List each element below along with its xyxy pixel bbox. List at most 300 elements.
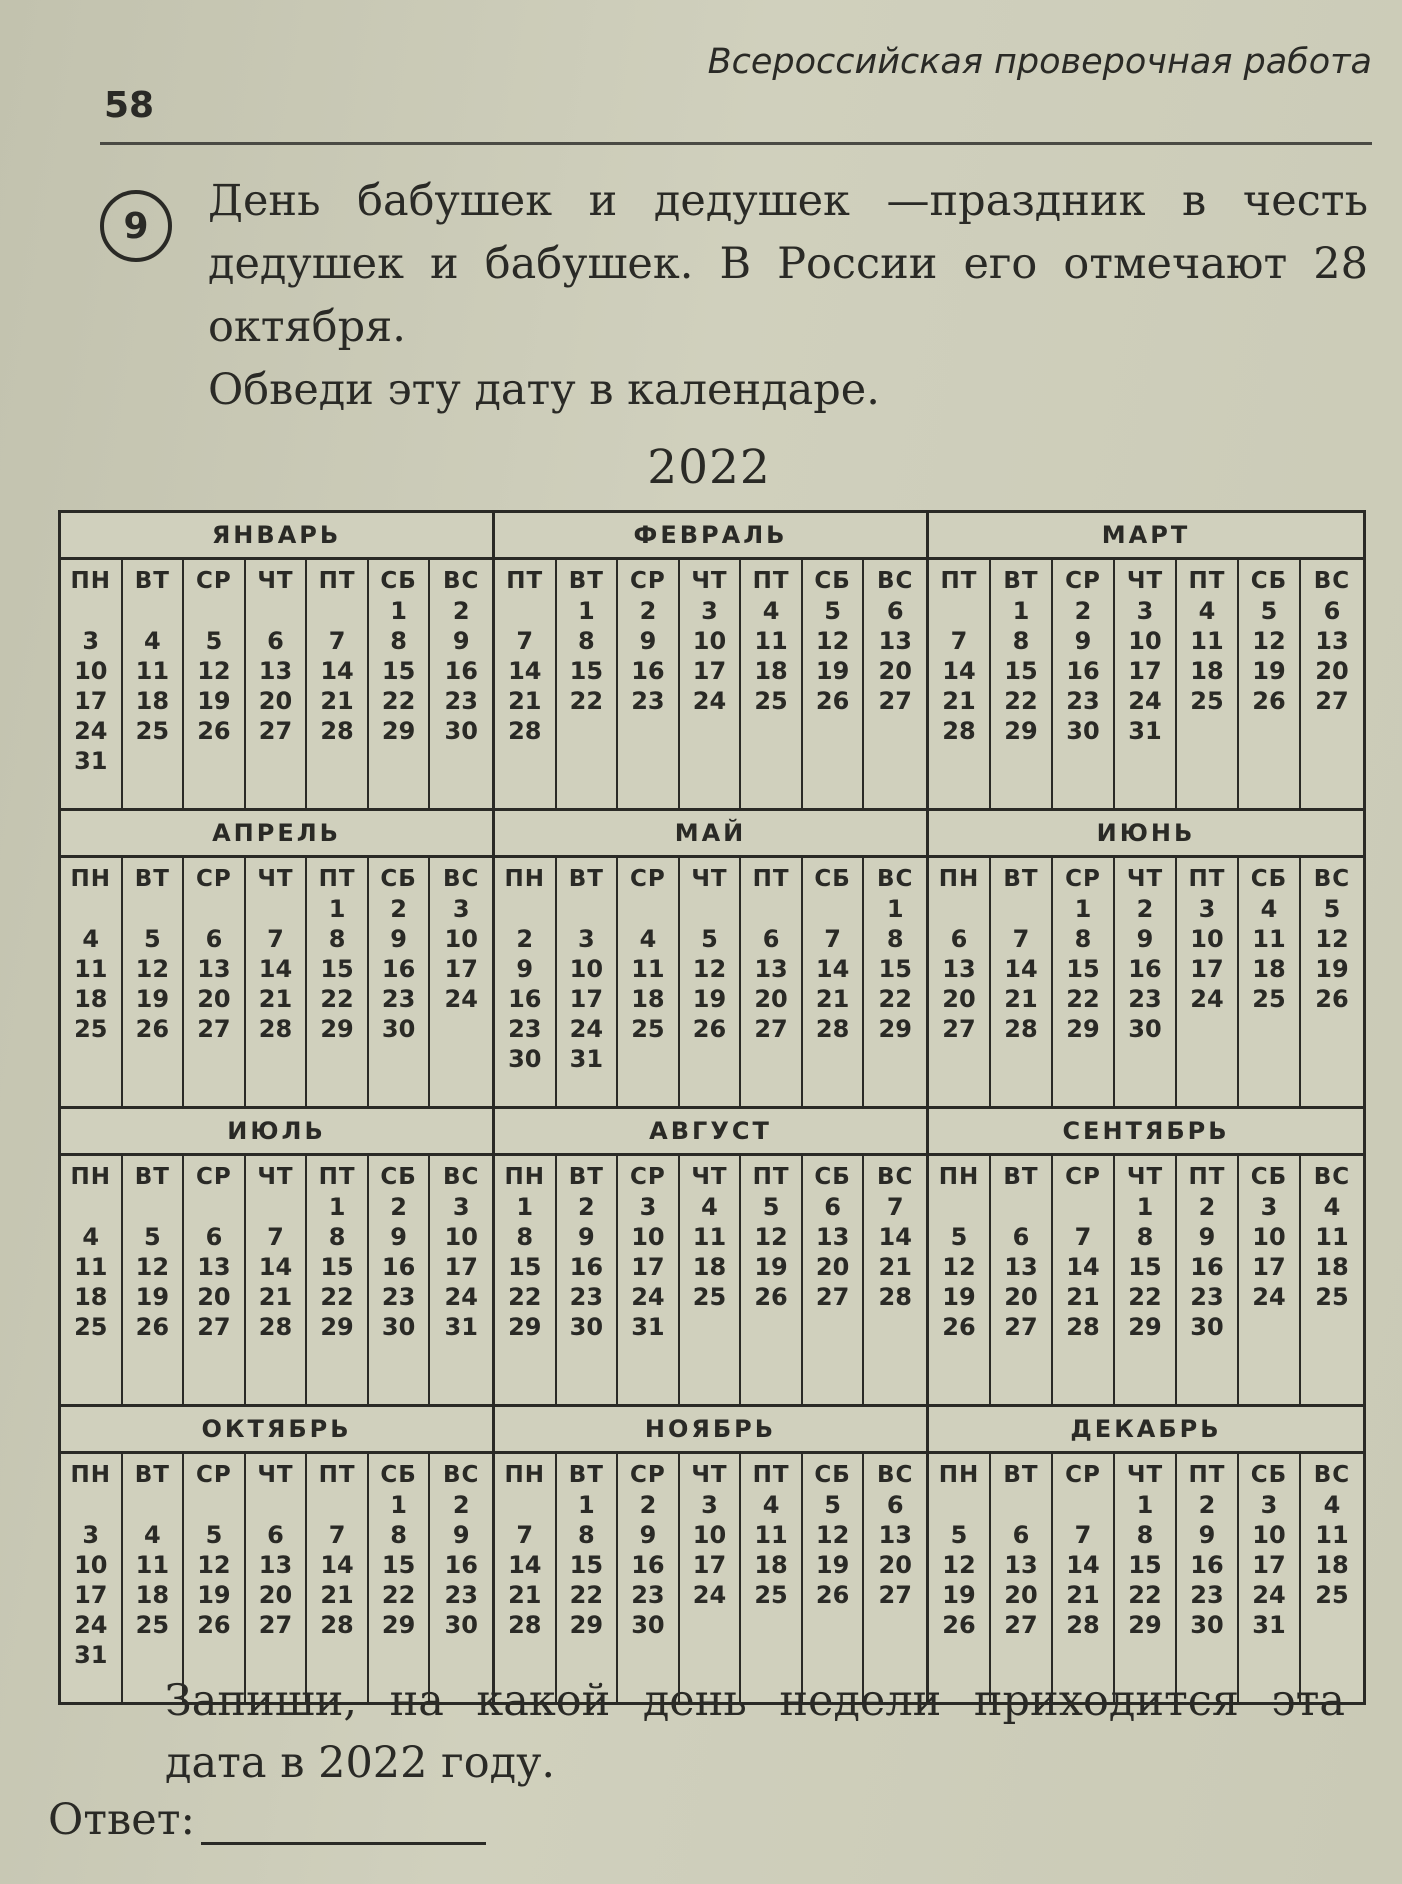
day-cell[interactable]: 15: [1004, 657, 1038, 685]
day-cell[interactable]: 3: [82, 1521, 100, 1549]
day-cell[interactable]: 22: [320, 985, 354, 1013]
day-cell[interactable]: 9: [516, 955, 534, 983]
day-cell[interactable]: 23: [381, 985, 416, 1013]
day-cell[interactable]: 13: [754, 955, 788, 983]
day-cell[interactable]: 19: [197, 687, 231, 715]
day-cell[interactable]: 15: [1066, 955, 1100, 983]
day-cell[interactable]: 11: [74, 1253, 108, 1281]
day-cell[interactable]: 26: [815, 1581, 850, 1609]
day-cell[interactable]: 28: [1066, 1611, 1100, 1639]
day-cell[interactable]: 18: [135, 687, 170, 715]
day-cell[interactable]: 6: [205, 1223, 223, 1251]
day-cell[interactable]: 18: [1315, 1253, 1349, 1281]
day-cell[interactable]: 7: [516, 1521, 534, 1549]
day-cell[interactable]: 19: [942, 1581, 976, 1609]
day-cell[interactable]: 19: [942, 1283, 976, 1311]
day-cell[interactable]: 22: [1004, 687, 1038, 715]
day-cell[interactable]: 8: [578, 627, 595, 655]
day-cell[interactable]: 15: [569, 657, 604, 685]
day-cell[interactable]: 27: [1315, 687, 1349, 715]
day-cell[interactable]: 20: [754, 985, 788, 1013]
day-cell[interactable]: 14: [878, 1223, 912, 1251]
day-cell[interactable]: 11: [1315, 1223, 1349, 1251]
day-cell[interactable]: 3: [1198, 895, 1216, 923]
day-cell[interactable]: 31: [74, 1641, 108, 1669]
day-cell[interactable]: 1: [1074, 895, 1092, 923]
day-cell[interactable]: 9: [1074, 627, 1092, 655]
day-cell[interactable]: 9: [1198, 1223, 1216, 1251]
day-cell[interactable]: 12: [197, 657, 231, 685]
day-cell[interactable]: 17: [1190, 955, 1224, 983]
day-cell[interactable]: 18: [74, 1283, 108, 1311]
day-cell[interactable]: 4: [144, 1521, 161, 1549]
day-cell[interactable]: 29: [1004, 717, 1038, 745]
day-cell[interactable]: 13: [258, 1551, 293, 1579]
day-cell[interactable]: 12: [815, 1521, 850, 1549]
day-cell[interactable]: 21: [1066, 1283, 1100, 1311]
day-cell[interactable]: 2: [1198, 1193, 1216, 1221]
day-cell[interactable]: 9: [639, 1521, 657, 1549]
day-cell[interactable]: 26: [1315, 985, 1349, 1013]
day-cell[interactable]: 28: [258, 1313, 293, 1341]
day-cell[interactable]: 11: [135, 657, 170, 685]
day-cell[interactable]: 21: [1004, 985, 1038, 1013]
day-cell[interactable]: 30: [444, 1611, 478, 1639]
day-cell[interactable]: 24: [692, 1581, 727, 1609]
day-cell[interactable]: 5: [205, 627, 223, 655]
day-cell[interactable]: 6: [824, 1193, 841, 1221]
day-cell[interactable]: 20: [258, 1581, 293, 1609]
day-cell[interactable]: 15: [320, 1253, 354, 1281]
day-cell[interactable]: 5: [1323, 895, 1341, 923]
day-cell[interactable]: 17: [1252, 1253, 1286, 1281]
day-cell[interactable]: 14: [1004, 955, 1038, 983]
day-cell[interactable]: 21: [320, 687, 354, 715]
day-cell[interactable]: 29: [320, 1313, 354, 1341]
day-cell[interactable]: 9: [639, 627, 657, 655]
day-cell[interactable]: 11: [1315, 1521, 1349, 1549]
day-cell[interactable]: 26: [197, 1611, 231, 1639]
day-cell[interactable]: 8: [390, 627, 407, 655]
day-cell[interactable]: 26: [942, 1313, 976, 1341]
day-cell[interactable]: 12: [692, 955, 727, 983]
day-cell[interactable]: 17: [444, 955, 478, 983]
day-cell[interactable]: 25: [754, 687, 788, 715]
day-cell[interactable]: 2: [390, 895, 407, 923]
day-cell[interactable]: 7: [950, 627, 968, 655]
day-cell[interactable]: 14: [258, 1253, 293, 1281]
day-cell[interactable]: 22: [878, 985, 912, 1013]
day-cell[interactable]: 28: [942, 717, 976, 745]
day-cell[interactable]: 10: [1128, 627, 1162, 655]
day-cell[interactable]: 23: [631, 1581, 665, 1609]
day-cell[interactable]: 20: [1004, 1581, 1038, 1609]
day-cell[interactable]: 15: [508, 1253, 542, 1281]
day-cell[interactable]: 8: [328, 1223, 346, 1251]
day-cell[interactable]: 18: [1315, 1551, 1349, 1579]
day-cell[interactable]: 25: [74, 1313, 108, 1341]
day-cell[interactable]: 14: [320, 657, 354, 685]
day-cell[interactable]: 4: [639, 925, 657, 953]
day-cell[interactable]: 7: [1074, 1223, 1092, 1251]
day-cell[interactable]: 7: [886, 1193, 904, 1221]
day-cell[interactable]: 26: [942, 1611, 976, 1639]
day-cell[interactable]: 16: [508, 985, 542, 1013]
day-cell[interactable]: 18: [1190, 657, 1224, 685]
day-cell[interactable]: 2: [1136, 895, 1154, 923]
answer-field[interactable]: [201, 1798, 486, 1845]
day-cell[interactable]: 27: [197, 1015, 231, 1043]
day-cell[interactable]: 12: [197, 1551, 231, 1579]
day-cell[interactable]: 19: [815, 657, 850, 685]
day-cell[interactable]: 18: [754, 657, 788, 685]
day-cell[interactable]: 24: [1190, 985, 1224, 1013]
day-cell[interactable]: 28: [1004, 1015, 1038, 1043]
day-cell[interactable]: 24: [569, 1015, 604, 1043]
day-cell[interactable]: 9: [390, 1223, 407, 1251]
day-cell[interactable]: 9: [578, 1223, 595, 1251]
day-cell[interactable]: 20: [1315, 657, 1349, 685]
day-cell[interactable]: 16: [1190, 1551, 1224, 1579]
day-cell[interactable]: 1: [516, 1193, 534, 1221]
day-cell[interactable]: 19: [135, 985, 170, 1013]
day-cell[interactable]: 29: [381, 717, 416, 745]
day-cell[interactable]: 31: [74, 747, 108, 775]
day-cell[interactable]: 21: [258, 1283, 293, 1311]
day-cell[interactable]: 11: [1190, 627, 1224, 655]
day-cell[interactable]: 11: [754, 627, 788, 655]
day-cell[interactable]: 11: [692, 1223, 727, 1251]
day-cell[interactable]: 16: [444, 1551, 478, 1579]
day-cell[interactable]: 19: [754, 1253, 788, 1281]
day-cell[interactable]: 1: [886, 895, 904, 923]
day-cell[interactable]: 2: [516, 925, 534, 953]
day-cell[interactable]: 5: [144, 1223, 161, 1251]
day-cell[interactable]: 14: [1066, 1551, 1100, 1579]
day-cell[interactable]: 10: [1190, 925, 1224, 953]
day-cell[interactable]: 29: [320, 1015, 354, 1043]
day-cell[interactable]: 24: [444, 1283, 478, 1311]
day-cell[interactable]: 14: [942, 657, 976, 685]
day-cell[interactable]: 15: [569, 1551, 604, 1579]
day-cell[interactable]: 28: [320, 1611, 354, 1639]
day-cell[interactable]: 14: [508, 657, 542, 685]
day-cell[interactable]: 5: [701, 925, 718, 953]
day-cell[interactable]: 7: [824, 925, 841, 953]
day-cell[interactable]: 8: [390, 1521, 407, 1549]
day-cell[interactable]: 13: [197, 955, 231, 983]
day-cell[interactable]: 12: [754, 1223, 788, 1251]
day-cell[interactable]: 28: [508, 717, 542, 745]
day-cell[interactable]: 31: [1128, 717, 1162, 745]
day-cell[interactable]: 3: [639, 1193, 657, 1221]
day-cell[interactable]: 22: [320, 1283, 354, 1311]
day-cell[interactable]: 29: [1128, 1313, 1162, 1341]
day-cell[interactable]: 15: [878, 955, 912, 983]
day-cell[interactable]: 11: [74, 955, 108, 983]
day-cell[interactable]: 3: [1260, 1491, 1278, 1519]
day-cell[interactable]: 5: [950, 1223, 968, 1251]
day-cell[interactable]: 23: [444, 1581, 478, 1609]
day-cell[interactable]: 24: [692, 687, 727, 715]
day-cell[interactable]: 20: [1004, 1283, 1038, 1311]
day-cell[interactable]: 12: [815, 627, 850, 655]
day-cell[interactable]: 4: [82, 1223, 100, 1251]
day-cell[interactable]: 24: [1252, 1283, 1286, 1311]
day-cell[interactable]: 30: [508, 1045, 542, 1073]
day-cell[interactable]: 11: [1252, 925, 1286, 953]
day-cell[interactable]: 6: [762, 925, 780, 953]
day-cell[interactable]: 25: [1252, 985, 1286, 1013]
day-cell[interactable]: 4: [1323, 1491, 1341, 1519]
day-cell[interactable]: 6: [886, 1491, 904, 1519]
day-cell[interactable]: 2: [639, 1491, 657, 1519]
day-cell[interactable]: 17: [631, 1253, 665, 1281]
day-cell[interactable]: 1: [390, 597, 407, 625]
day-cell[interactable]: 30: [1066, 717, 1100, 745]
day-cell[interactable]: 18: [1252, 955, 1286, 983]
day-cell[interactable]: 8: [516, 1223, 534, 1251]
day-cell[interactable]: 23: [1190, 1581, 1224, 1609]
day-cell[interactable]: 6: [267, 1521, 284, 1549]
day-cell[interactable]: 19: [197, 1581, 231, 1609]
day-cell[interactable]: 17: [1252, 1551, 1286, 1579]
day-cell[interactable]: 8: [328, 925, 346, 953]
day-cell[interactable]: 24: [1252, 1581, 1286, 1609]
day-cell[interactable]: 30: [1190, 1313, 1224, 1341]
day-cell[interactable]: 23: [569, 1283, 604, 1311]
day-cell[interactable]: 21: [508, 687, 542, 715]
day-cell[interactable]: 16: [631, 657, 665, 685]
day-cell[interactable]: 2: [1074, 597, 1092, 625]
day-cell[interactable]: 17: [569, 985, 604, 1013]
day-cell[interactable]: 6: [950, 925, 968, 953]
day-cell[interactable]: 16: [1066, 657, 1100, 685]
day-cell[interactable]: 18: [692, 1253, 727, 1281]
day-cell[interactable]: 25: [1315, 1283, 1349, 1311]
day-cell[interactable]: 9: [1198, 1521, 1216, 1549]
day-cell[interactable]: 27: [1004, 1611, 1038, 1639]
day-cell[interactable]: 10: [444, 1223, 478, 1251]
day-cell[interactable]: 28: [1066, 1313, 1100, 1341]
day-cell[interactable]: 5: [762, 1193, 780, 1221]
day-cell[interactable]: 31: [444, 1313, 478, 1341]
day-cell[interactable]: 12: [135, 1253, 170, 1281]
day-cell[interactable]: 9: [452, 627, 470, 655]
day-cell[interactable]: 14: [815, 955, 850, 983]
day-cell[interactable]: 5: [824, 1491, 841, 1519]
day-cell[interactable]: 24: [74, 1611, 108, 1639]
day-cell[interactable]: 20: [878, 657, 912, 685]
day-cell[interactable]: 2: [578, 1193, 595, 1221]
day-cell[interactable]: 4: [701, 1193, 718, 1221]
day-cell[interactable]: 25: [1190, 687, 1224, 715]
day-cell[interactable]: 31: [1252, 1611, 1286, 1639]
day-cell[interactable]: 3: [1260, 1193, 1278, 1221]
day-cell[interactable]: 27: [1004, 1313, 1038, 1341]
day-cell[interactable]: 18: [631, 985, 665, 1013]
day-cell[interactable]: 7: [516, 627, 534, 655]
day-cell[interactable]: 29: [508, 1313, 542, 1341]
day-cell[interactable]: 23: [508, 1015, 542, 1043]
day-cell[interactable]: 21: [878, 1253, 912, 1281]
day-cell[interactable]: 20: [197, 985, 231, 1013]
day-cell[interactable]: 26: [135, 1015, 170, 1043]
day-cell[interactable]: 24: [1128, 687, 1162, 715]
day-cell[interactable]: 1: [578, 597, 595, 625]
day-cell[interactable]: 21: [508, 1581, 542, 1609]
day-cell[interactable]: 7: [1012, 925, 1030, 953]
day-cell[interactable]: 17: [74, 1581, 108, 1609]
day-cell[interactable]: 28: [258, 1015, 293, 1043]
day-cell[interactable]: 29: [878, 1015, 912, 1043]
day-cell[interactable]: 3: [701, 1491, 718, 1519]
day-cell[interactable]: 11: [754, 1521, 788, 1549]
day-cell[interactable]: 20: [815, 1253, 850, 1281]
day-cell[interactable]: 27: [258, 1611, 293, 1639]
day-cell[interactable]: 30: [631, 1611, 665, 1639]
day-cell[interactable]: 7: [267, 925, 284, 953]
day-cell[interactable]: 3: [701, 597, 718, 625]
day-cell[interactable]: 9: [1136, 925, 1154, 953]
day-cell[interactable]: 13: [1315, 627, 1349, 655]
day-cell[interactable]: 11: [135, 1551, 170, 1579]
day-cell[interactable]: 27: [197, 1313, 231, 1341]
day-cell[interactable]: 21: [320, 1581, 354, 1609]
day-cell[interactable]: 8: [1012, 627, 1030, 655]
day-cell[interactable]: 13: [1004, 1551, 1038, 1579]
day-cell[interactable]: 3: [452, 895, 470, 923]
day-cell[interactable]: 1: [328, 895, 346, 923]
day-cell[interactable]: 2: [1198, 1491, 1216, 1519]
day-cell[interactable]: 28: [320, 717, 354, 745]
day-cell[interactable]: 3: [578, 925, 595, 953]
day-cell[interactable]: 2: [452, 597, 470, 625]
day-cell[interactable]: 22: [1128, 1581, 1162, 1609]
day-cell[interactable]: 25: [1315, 1581, 1349, 1609]
day-cell[interactable]: 12: [1315, 925, 1349, 953]
day-cell[interactable]: 16: [569, 1253, 604, 1281]
day-cell[interactable]: 22: [569, 1581, 604, 1609]
day-cell[interactable]: 6: [886, 597, 904, 625]
day-cell[interactable]: 10: [74, 1551, 108, 1579]
day-cell[interactable]: 23: [631, 687, 665, 715]
day-cell[interactable]: 17: [74, 687, 108, 715]
day-cell[interactable]: 16: [1190, 1253, 1224, 1281]
day-cell[interactable]: 27: [942, 1015, 976, 1043]
day-cell[interactable]: 29: [569, 1611, 604, 1639]
day-cell[interactable]: 17: [692, 657, 727, 685]
day-cell[interactable]: 23: [1066, 687, 1100, 715]
day-cell[interactable]: 18: [74, 985, 108, 1013]
day-cell[interactable]: 5: [1260, 597, 1278, 625]
day-cell[interactable]: 4: [1323, 1193, 1341, 1221]
day-cell[interactable]: 24: [631, 1283, 665, 1311]
day-cell[interactable]: 21: [258, 985, 293, 1013]
day-cell[interactable]: 12: [135, 955, 170, 983]
day-cell[interactable]: 6: [1012, 1521, 1030, 1549]
day-cell[interactable]: 20: [258, 687, 293, 715]
day-cell[interactable]: 7: [1074, 1521, 1092, 1549]
day-cell[interactable]: 30: [381, 1313, 416, 1341]
day-cell[interactable]: 17: [444, 1253, 478, 1281]
day-cell[interactable]: 21: [942, 687, 976, 715]
day-cell[interactable]: 20: [197, 1283, 231, 1311]
day-cell[interactable]: 19: [815, 1551, 850, 1579]
day-cell[interactable]: 5: [950, 1521, 968, 1549]
day-cell[interactable]: 28: [878, 1283, 912, 1311]
day-cell[interactable]: 24: [444, 985, 478, 1013]
day-cell[interactable]: 30: [381, 1015, 416, 1043]
day-cell[interactable]: 29: [381, 1611, 416, 1639]
day-cell[interactable]: 5: [205, 1521, 223, 1549]
day-cell[interactable]: 2: [639, 597, 657, 625]
day-cell[interactable]: 22: [508, 1283, 542, 1311]
day-cell[interactable]: 25: [754, 1581, 788, 1609]
day-cell[interactable]: 8: [1074, 925, 1092, 953]
day-cell[interactable]: 25: [135, 1611, 170, 1639]
day-cell[interactable]: 31: [631, 1313, 665, 1341]
day-cell[interactable]: 1: [328, 1193, 346, 1221]
day-cell[interactable]: 1: [1012, 597, 1030, 625]
day-cell[interactable]: 12: [1252, 627, 1286, 655]
day-cell[interactable]: 12: [942, 1253, 976, 1281]
day-cell[interactable]: 26: [754, 1283, 788, 1311]
day-cell[interactable]: 26: [135, 1313, 170, 1341]
day-cell[interactable]: 25: [631, 1015, 665, 1043]
day-cell[interactable]: 4: [1198, 597, 1216, 625]
day-cell[interactable]: 25: [692, 1283, 727, 1311]
day-cell[interactable]: 18: [135, 1581, 170, 1609]
day-cell[interactable]: 26: [197, 717, 231, 745]
day-cell[interactable]: 8: [1136, 1521, 1154, 1549]
day-cell[interactable]: 4: [1260, 895, 1278, 923]
day-cell[interactable]: 10: [74, 657, 108, 685]
day-cell[interactable]: 3: [82, 627, 100, 655]
day-cell[interactable]: 17: [1128, 657, 1162, 685]
day-cell[interactable]: 29: [1066, 1015, 1100, 1043]
day-cell[interactable]: 16: [1128, 955, 1162, 983]
day-cell[interactable]: 10: [692, 1521, 727, 1549]
day-cell[interactable]: 29: [1128, 1611, 1162, 1639]
day-cell[interactable]: 23: [444, 687, 478, 715]
day-cell[interactable]: 21: [1066, 1581, 1100, 1609]
day-cell[interactable]: 16: [631, 1551, 665, 1579]
day-cell[interactable]: 15: [1128, 1253, 1162, 1281]
day-cell[interactable]: 13: [197, 1253, 231, 1281]
day-cell[interactable]: 16: [381, 1253, 416, 1281]
day-cell[interactable]: 12: [942, 1551, 976, 1579]
day-cell[interactable]: 2: [390, 1193, 407, 1221]
day-cell[interactable]: 4: [762, 597, 780, 625]
day-cell[interactable]: 30: [444, 717, 478, 745]
day-cell[interactable]: 20: [878, 1551, 912, 1579]
day-cell[interactable]: 1: [578, 1491, 595, 1519]
day-cell[interactable]: 10: [1252, 1223, 1286, 1251]
day-cell[interactable]: 28: [815, 1015, 850, 1043]
day-cell[interactable]: 26: [1252, 687, 1286, 715]
day-cell[interactable]: 15: [381, 657, 416, 685]
day-cell[interactable]: 1: [1136, 1193, 1154, 1221]
day-cell[interactable]: 8: [886, 925, 904, 953]
day-cell[interactable]: 4: [762, 1491, 780, 1519]
day-cell[interactable]: 9: [452, 1521, 470, 1549]
day-cell[interactable]: 10: [631, 1223, 665, 1251]
day-cell[interactable]: 10: [569, 955, 604, 983]
day-cell[interactable]: 15: [381, 1551, 416, 1579]
day-cell[interactable]: 23: [381, 1283, 416, 1311]
day-cell[interactable]: 3: [452, 1193, 470, 1221]
